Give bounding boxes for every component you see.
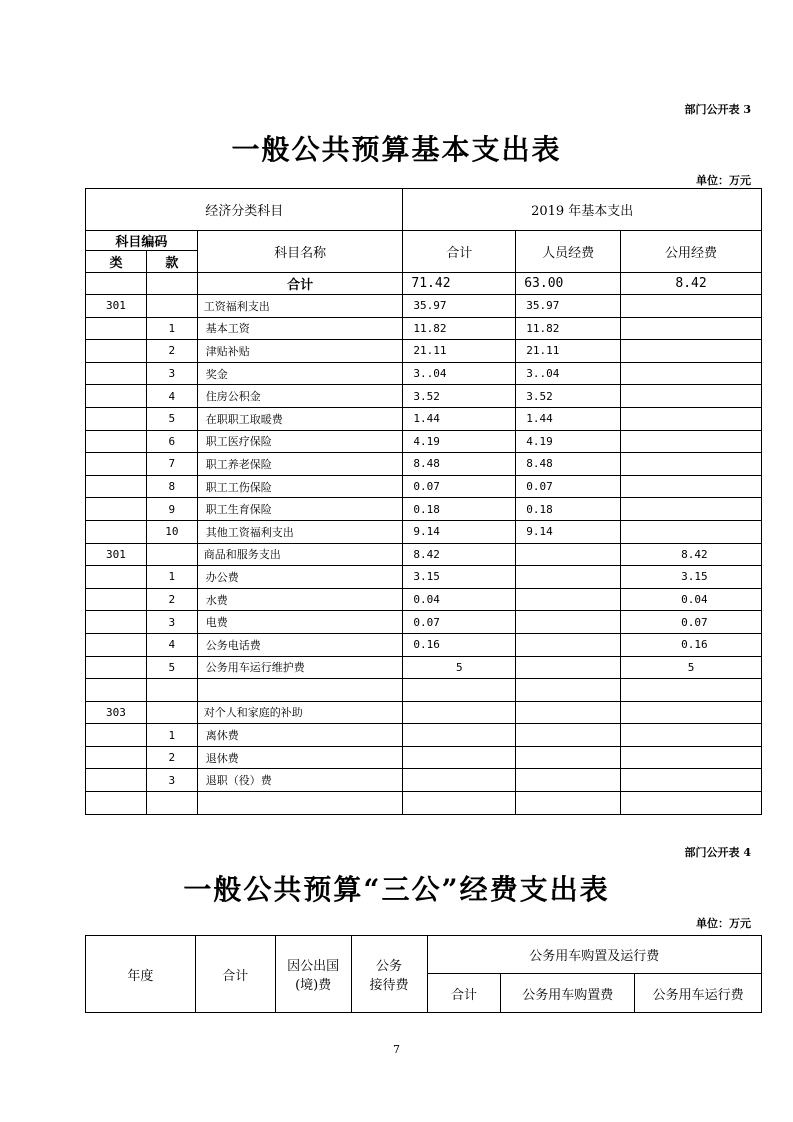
row-kuan: 1 — [146, 566, 197, 589]
row-kuan: 6 — [146, 430, 197, 453]
row-public — [621, 724, 762, 747]
row-public: 3.15 — [621, 566, 762, 589]
row-personnel — [516, 611, 621, 634]
row-kuan — [146, 679, 197, 702]
total-row — [86, 273, 762, 295]
row-kuan: 1 — [146, 317, 197, 340]
header-code: 科目编码 — [86, 231, 198, 251]
row-personnel: 21.11 — [516, 340, 621, 363]
row-personnel — [516, 633, 621, 656]
row-name: 基本工资 — [197, 317, 403, 340]
row-kuan: 7 — [146, 453, 197, 476]
row-lei — [86, 679, 147, 702]
header-reception — [351, 936, 427, 1013]
table-row — [86, 792, 762, 815]
row-public — [621, 520, 762, 543]
row-public — [621, 295, 762, 318]
row-name: 办公费 — [197, 566, 403, 589]
table-row — [86, 611, 762, 634]
row-name: 津贴补贴 — [197, 340, 403, 363]
total-personnel: 63.00 — [516, 273, 621, 295]
header-public: 公用经费 — [621, 231, 762, 273]
row-kuan — [146, 543, 197, 566]
row-personnel — [516, 566, 621, 589]
row-kuan: 9 — [146, 498, 197, 521]
row-total: 0.04 — [403, 588, 516, 611]
row-name: 公务用车运行维护费 — [197, 656, 403, 679]
row-kuan: 3 — [146, 769, 197, 792]
header-name: 科目名称 — [197, 231, 403, 273]
table-row — [86, 656, 762, 679]
row-public: 5 — [621, 656, 762, 679]
row-lei — [86, 453, 147, 476]
row-lei: 303 — [86, 701, 147, 724]
row-personnel — [516, 588, 621, 611]
table-row — [86, 317, 762, 340]
basic-expenditure-table — [85, 188, 762, 815]
row-personnel: 0.07 — [516, 475, 621, 498]
header-vehicle-operation: 公务用车运行费 — [635, 974, 762, 1013]
row-lei — [86, 498, 147, 521]
row-personnel — [516, 746, 621, 769]
row-name: 在职职工取暖费 — [197, 407, 403, 430]
row-total: 4.19 — [403, 430, 516, 453]
row-kuan: 3 — [146, 611, 197, 634]
header-lei: 类 — [86, 251, 147, 273]
row-lei — [86, 746, 147, 769]
row-lei — [86, 520, 147, 543]
row-name: 公务电话费 — [197, 633, 403, 656]
row-total — [403, 792, 516, 815]
row-personnel — [516, 724, 621, 747]
row-public — [621, 746, 762, 769]
row-personnel: 1.44 — [516, 407, 621, 430]
row-total: 0.18 — [403, 498, 516, 521]
row-name: 离休费 — [197, 724, 403, 747]
table-row — [86, 520, 762, 543]
row-name: 住房公积金 — [197, 385, 403, 408]
row-total — [403, 746, 516, 769]
row-name: 奖金 — [197, 362, 403, 385]
row-name: 退职（役）费 — [197, 769, 403, 792]
row-kuan: 8 — [146, 475, 197, 498]
row-total: 11.82 — [403, 317, 516, 340]
header-year: 年度 — [86, 936, 196, 1013]
table-tag-4: 部门公开表 4 — [684, 846, 751, 859]
page-title-basic-expenditure: 一般公共预算基本支出表 — [231, 133, 562, 166]
row-lei: 301 — [86, 543, 147, 566]
row-name: 退休费 — [197, 746, 403, 769]
row-personnel: 8.48 — [516, 453, 621, 476]
header-total: 合计 — [403, 231, 516, 273]
unit-label-2: 单位：万元 — [696, 917, 751, 930]
row-total — [403, 769, 516, 792]
row-personnel — [516, 656, 621, 679]
table-row — [86, 430, 762, 453]
row-public — [621, 430, 762, 453]
row-name: 对个人和家庭的补助 — [197, 701, 403, 724]
row-lei — [86, 588, 147, 611]
row-public — [621, 340, 762, 363]
page-title-three-public: 一般公共预算“三公”经费支出表 — [183, 873, 610, 906]
header-personnel: 人员经费 — [516, 231, 621, 273]
header-abroad-line1: 因公出国 — [287, 959, 340, 974]
row-public — [621, 407, 762, 430]
row-lei: 301 — [86, 295, 147, 318]
row-lei — [86, 611, 147, 634]
total-label: 合计 — [197, 273, 403, 295]
header-vehicle-group: 公务用车购置及运行费 — [427, 936, 762, 974]
row-personnel: 9.14 — [516, 520, 621, 543]
row-kuan — [146, 701, 197, 724]
row-personnel: 0.18 — [516, 498, 621, 521]
row-public — [621, 362, 762, 385]
row-name: 其他工资福利支出 — [197, 520, 403, 543]
row-kuan: 1 — [146, 724, 197, 747]
total-value: 71.42 — [403, 273, 516, 295]
row-name: 工资福利支出 — [197, 295, 403, 318]
row-public — [621, 453, 762, 476]
table-row — [86, 679, 762, 702]
row-total: 21.11 — [403, 340, 516, 363]
row-personnel: 4.19 — [516, 430, 621, 453]
row-public — [621, 475, 762, 498]
header-reception-line1: 公务 — [376, 959, 403, 974]
total-public: 8.42 — [621, 273, 762, 295]
row-kuan — [146, 295, 197, 318]
table-row — [86, 701, 762, 724]
header-abroad-line2: (境)费 — [295, 978, 332, 993]
row-total: 5 — [403, 656, 516, 679]
table-row — [86, 498, 762, 521]
row-name: 电费 — [197, 611, 403, 634]
row-kuan: 2 — [146, 746, 197, 769]
row-public: 0.04 — [621, 588, 762, 611]
row-lei — [86, 633, 147, 656]
row-kuan: 2 — [146, 340, 197, 363]
table-row — [86, 543, 762, 566]
table-row — [86, 724, 762, 747]
table-row — [86, 633, 762, 656]
header-reception-line2: 接待费 — [369, 978, 409, 993]
row-name: 职工养老保险 — [197, 453, 403, 476]
row-lei — [86, 340, 147, 363]
row-name — [197, 792, 403, 815]
row-kuan: 10 — [146, 520, 197, 543]
row-total: 8.42 — [403, 543, 516, 566]
table-row — [86, 769, 762, 792]
row-lei — [86, 792, 147, 815]
row-personnel: 3.52 — [516, 385, 621, 408]
header-econ-category: 经济分类科目 — [86, 189, 403, 231]
row-kuan: 3 — [146, 362, 197, 385]
row-name: 职工生育保险 — [197, 498, 403, 521]
row-personnel — [516, 769, 621, 792]
row-total: 0.07 — [403, 475, 516, 498]
row-public — [621, 679, 762, 702]
row-public — [621, 385, 762, 408]
row-personnel — [516, 792, 621, 815]
row-lei — [86, 769, 147, 792]
page-number: 7 — [393, 1043, 400, 1056]
row-public — [621, 701, 762, 724]
row-total: 0.16 — [403, 633, 516, 656]
row-name: 商品和服务支出 — [197, 543, 403, 566]
three-public-expenditure-table — [85, 935, 762, 1013]
row-lei — [86, 475, 147, 498]
row-total — [403, 724, 516, 747]
header-vehicle-purchase: 公务用车购置费 — [501, 974, 635, 1013]
row-lei — [86, 317, 147, 340]
row-total: 9.14 — [403, 520, 516, 543]
row-total: 3..04 — [403, 362, 516, 385]
row-total: 8.48 — [403, 453, 516, 476]
row-public: 0.16 — [621, 633, 762, 656]
header-total-2: 合计 — [195, 936, 275, 1013]
row-name — [197, 679, 403, 702]
table-row — [86, 407, 762, 430]
row-name: 职工工伤保险 — [197, 475, 403, 498]
row-kuan: 2 — [146, 588, 197, 611]
row-kuan: 4 — [146, 385, 197, 408]
row-personnel — [516, 543, 621, 566]
row-personnel: 3..04 — [516, 362, 621, 385]
row-personnel — [516, 679, 621, 702]
row-public — [621, 498, 762, 521]
row-kuan — [146, 792, 197, 815]
table-row — [86, 453, 762, 476]
row-lei — [86, 430, 147, 453]
row-total: 3.52 — [403, 385, 516, 408]
row-total: 35.97 — [403, 295, 516, 318]
header-kuan: 款 — [146, 251, 197, 273]
table-row — [86, 295, 762, 318]
row-total — [403, 701, 516, 724]
row-kuan: 4 — [146, 633, 197, 656]
row-personnel: 35.97 — [516, 295, 621, 318]
row-lei — [86, 407, 147, 430]
row-public — [621, 769, 762, 792]
unit-label: 单位：万元 — [696, 174, 751, 187]
row-name: 职工医疗保险 — [197, 430, 403, 453]
row-total: 0.07 — [403, 611, 516, 634]
header-year-basic: 2019 年基本支出 — [403, 189, 762, 231]
row-public: 8.42 — [621, 543, 762, 566]
row-total: 1.44 — [403, 407, 516, 430]
header-vehicle-total: 合计 — [427, 974, 501, 1013]
table-row — [86, 566, 762, 589]
row-personnel — [516, 701, 621, 724]
row-lei — [86, 724, 147, 747]
row-lei — [86, 566, 147, 589]
row-kuan: 5 — [146, 656, 197, 679]
table-row — [86, 362, 762, 385]
row-kuan: 5 — [146, 407, 197, 430]
row-total — [403, 679, 516, 702]
row-public — [621, 317, 762, 340]
table-row — [86, 588, 762, 611]
row-public — [621, 792, 762, 815]
header-abroad — [275, 936, 351, 1013]
row-name: 水费 — [197, 588, 403, 611]
table-row — [86, 385, 762, 408]
table-tag-3: 部门公开表 3 — [684, 103, 751, 116]
row-lei — [86, 362, 147, 385]
row-total: 3.15 — [403, 566, 516, 589]
table-row — [86, 475, 762, 498]
table-row — [86, 340, 762, 363]
row-lei — [86, 385, 147, 408]
row-lei — [86, 656, 147, 679]
table-row — [86, 746, 762, 769]
row-personnel: 11.82 — [516, 317, 621, 340]
row-public: 0.07 — [621, 611, 762, 634]
